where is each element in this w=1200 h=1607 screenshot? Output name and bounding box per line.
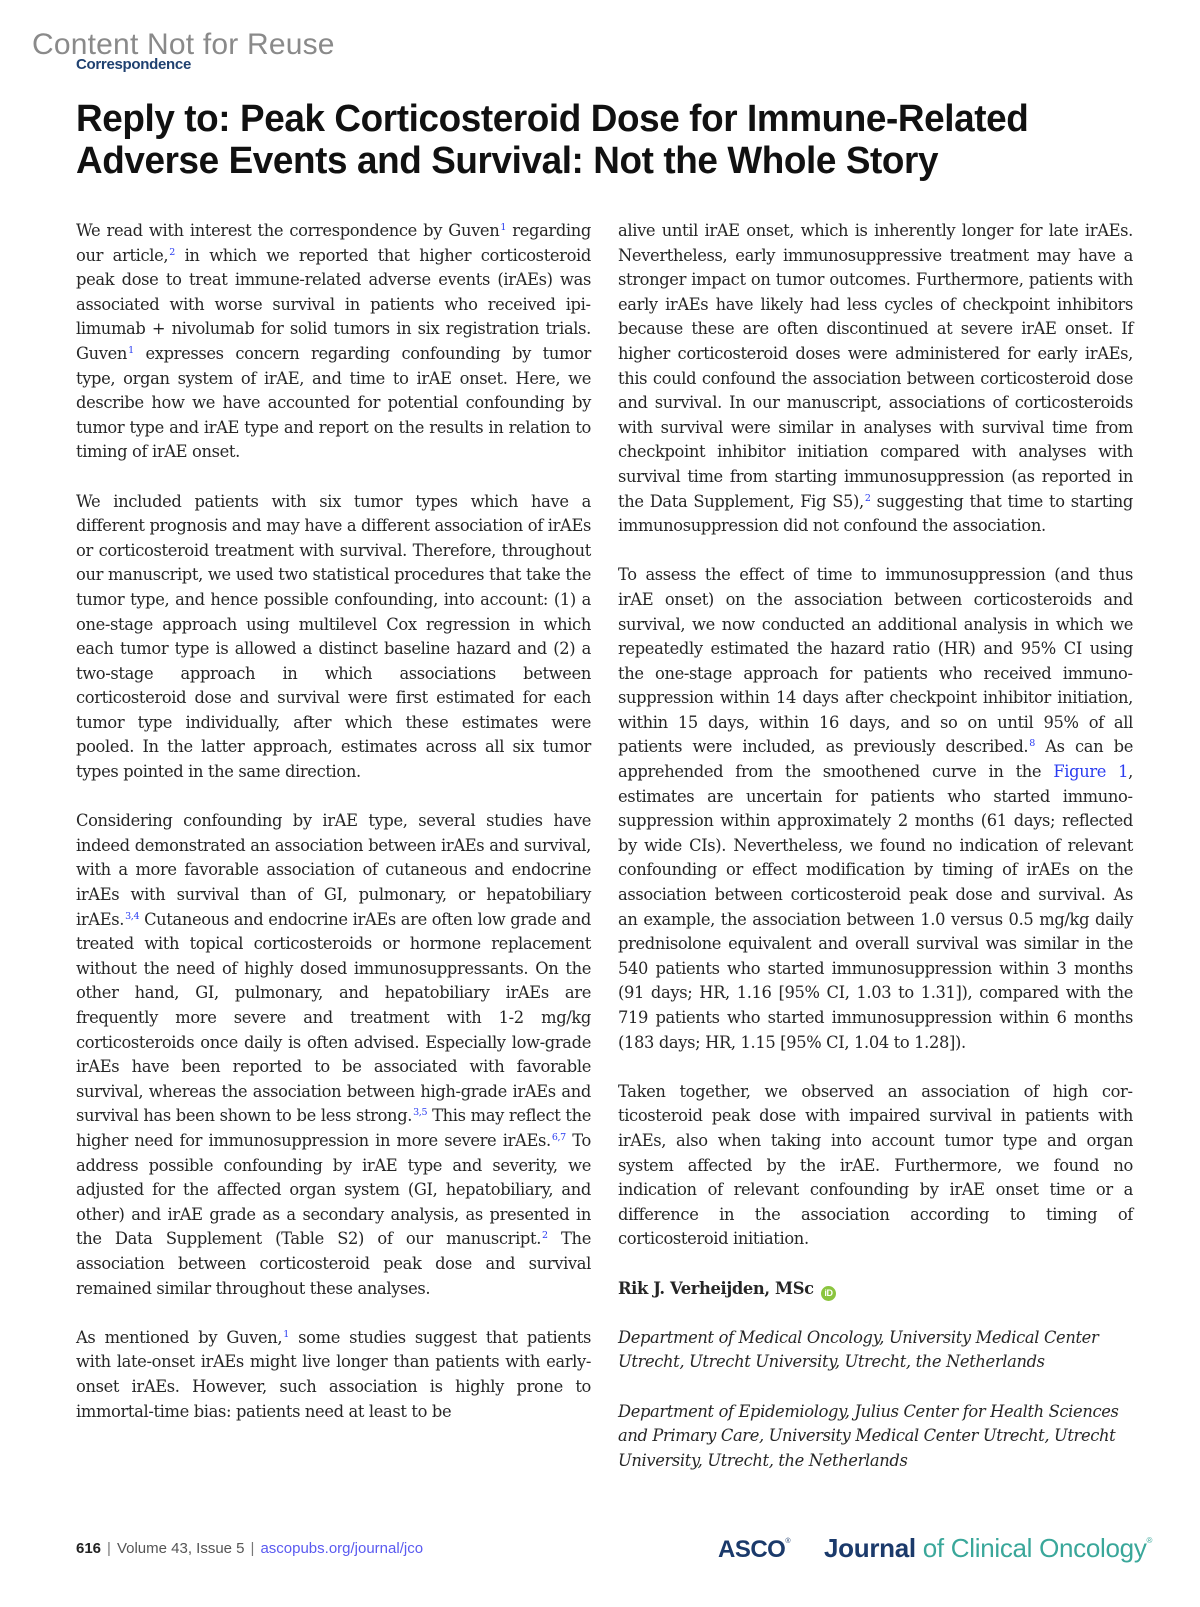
text: regarding our article, — [76, 221, 591, 265]
reference-link[interactable]: 1 — [283, 1328, 289, 1340]
author-name-text: Rik J. Verheijden, MSc — [618, 1278, 814, 1298]
text: Cutaneous and endocrine irAEs are often low grade and treated with topical corticosteroids or hormone replacement without the need of highly dosed immunosuppressants. On the other hand, GI, pulmonary, and hepatobiliary irAEs are frequently more severe and treatment with 1-2 mg/kg corticosteroids once daily is often advised. Especially low-grade irAEs have been reported to be associated with favorable survival, whereas the association between high-grade irAEs and survival has been shown to be less strong. — [76, 909, 591, 1126]
text: To assess the effect of time to immunosuppression (and thus irAE onset) on the association between corticosteroids and survival, we now conducted an additional analysis in which we repeatedly estimated the hazard ratio (HR) and 95% CI using the one-stage approach for patients who received immunosuppression within 14 days after checkpoint inhibitor initiation, within 15 days, within 16 days, and so on until 95% of all patients were included, as previously described. — [618, 565, 1133, 757]
separator: | — [107, 1540, 111, 1557]
watermark: Content Not for Reuse — [32, 28, 335, 61]
figure-link[interactable]: Figure 1 — [1053, 762, 1129, 782]
footer-citation — [76, 1540, 423, 1557]
paragraph: Taken together, we observed an association of high corticosteroid peak dose with impaired survival in patients with irAEs, also when taking into account tumor type and organ system affected by the irAE. Furthermore, we found no indication of relevant confounding by irAE onset time or a difference in the association according to timing of corticosteroid initiation. — [618, 1081, 1133, 1249]
reference-link[interactable]: 2 — [864, 492, 871, 504]
reference-link[interactable]: 2 — [542, 1230, 548, 1242]
text: expresses concern regarding confounding by tumor type, organ system of irAE, and time to irAE onset. Here, we describe how we have accounted for potential confounding by tumor type and irAE type and report on the results in relation to timing of irAE onset. — [76, 343, 591, 462]
journal-logo-rest: of Clinical Oncology — [915, 1533, 1147, 1563]
reference-link[interactable]: 3,4 — [125, 910, 140, 922]
registered-mark: ® — [1146, 1536, 1153, 1545]
reference-link[interactable]: 1 — [500, 222, 507, 233]
separator: | — [250, 1540, 255, 1557]
text: Considering confounding by irAE type, several studies have indeed demonstrated an association between irAEs and survival, with a more favorable association of cutaneous and endocrine irAEs with survival than of GI, pulmonary, or hepatobiliary irAEs. — [76, 811, 591, 929]
article-title: Reply to: Peak Corticosteroid Dose for Immune-Related Adverse Events and Survival: Not the Whole Story — [76, 98, 1029, 182]
paragraph — [76, 809, 591, 1301]
asco-logo — [718, 1536, 790, 1564]
journal-url-link[interactable]: ascopubs.org/journal/jco — [260, 1540, 424, 1557]
journal-logo — [824, 1533, 1152, 1564]
text: , estimates are uncertain for patients who started immunosuppression within approximately 2 months (61 days; reflected by wide CIs). Nevertheless, we found no indication of relevant confounding or effect modification by timing of irAEs on the association between corticosteroid peak dose and survival. As an example, the association between 1.0 versus 0.5 mg/kg daily prednisolone equivalent and overall survival was similar in the 540 patients who started immunosuppression within 3 months (91 days; HR, 1.16 [95% CI, 1.03 to 1.31]), compared with the 719 patients who started immunosuppression within 6 months (183 days; HR, 1.15 [95% CI, 1.04 to 1.28]). — [618, 762, 1133, 1052]
text: alive until irAE onset, which is inherently longer for late irAEs. Nevertheless, early immunosuppressive treatment may have a stronger impact on tumor outcomes. Furthermore, patients with early irAEs have likely had less cycles of checkpoint inhibitors because these are often discontinued at severe irAE onset. If higher corticosteroid doses were administered for early irAEs, this could confound the association between corticosteroid dose and survival. In our manuscript, associations of corticosteroids with survival were similar in analyses with survival time from checkpoint inhibitor initiation compared with analyses with survival time from starting immunosuppression (as reported in the Data Supplement, Fig S5), — [618, 221, 1133, 511]
author-name — [618, 1277, 1133, 1302]
text: As can be apprehended from the smoothened curve in the — [618, 737, 1133, 782]
paragraph: We included patients with six tumor types which have a different prognosis and may have a different association of irAEs or corticosteroid treatment with survival. Therefore, throughout our manuscript, we used two statistical procedures that take the tumor type, and hence possible confounding, into account: (1) a one-stage approach using multilevel Cox regression in which each tumor type is allowed a distinct baseline hazard and (2) a two-stage approach in which associations between corticosteroid dose and survival were first estimated for each tumor type individually, after which these estimates were pooled. In the latter approach, estimates across all six tumor types pointed in the same direction. — [76, 491, 591, 782]
reference-link[interactable]: 3,5 — [413, 1107, 428, 1119]
journal-logo-bold: Journal — [824, 1533, 916, 1563]
reference-link[interactable]: 8 — [1029, 738, 1035, 750]
paragraph — [618, 563, 1133, 1055]
page-number: 616 — [76, 1540, 102, 1557]
paragraph — [76, 219, 591, 465]
text: The association between corticosteroid peak dose and survival remained similar throughout these analyses. — [76, 1229, 591, 1298]
orcid-icon[interactable]: iD — [821, 1286, 836, 1301]
right-column — [618, 219, 1133, 1498]
registered-mark: ® — [785, 1538, 791, 1545]
reference-link[interactable]: 2 — [169, 246, 175, 258]
paragraph — [618, 219, 1133, 539]
text: As mentioned by Guven, — [76, 1327, 283, 1347]
text: This may reflect the higher need for immunosuppression in more severe irAEs. — [76, 1106, 592, 1150]
paragraph — [76, 1326, 591, 1424]
text: We read with interest the correspondence by Guven — [76, 221, 500, 240]
text: some studies suggest that patients with late-onset irAEs might live longer than patients with early-onset irAEs. However, such association is highly prone to immortal-time bias: patients need at least to be — [76, 1327, 591, 1421]
section-label: Correspondence — [76, 56, 191, 73]
reference-link[interactable]: 6,7 — [551, 1131, 566, 1143]
text: To address possible confounding by irAE type and severity, we adjusted for the affected organ system (GI, hepatobiliary, and other) and irAE grade as a secondary analysis, as presented in the Data Supplement (Table S2) of our manuscript. — [76, 1130, 591, 1249]
affiliation: Department of Medical Oncology, University Medical Center Utrecht, Utrecht University, Utrecht, the Netherlands — [618, 1327, 1099, 1372]
footer-logos — [718, 1533, 1152, 1564]
reference-link[interactable]: 1 — [128, 344, 134, 356]
text: in which we reported that higher corticosteroid peak dose to treat immune-related adverse events (irAEs) was associated with worse survival in patients who received ipilimumab + nivolumab for solid tumors in six registration trials. Guven — [76, 245, 591, 363]
left-column — [76, 219, 591, 1449]
asco-logo-text: ASCO — [718, 1536, 786, 1563]
volume-issue: Volume 43, Issue 5 — [116, 1540, 245, 1557]
text: suggesting that time to starting immunosuppression did not confound the association. — [618, 491, 1134, 536]
affiliation: Department of Epidemiology, Julius Center for Health Sciences and Primary Care, University Medical Center Utrecht, Utrecht University, Utrecht, the Netherlands — [618, 1401, 1119, 1470]
